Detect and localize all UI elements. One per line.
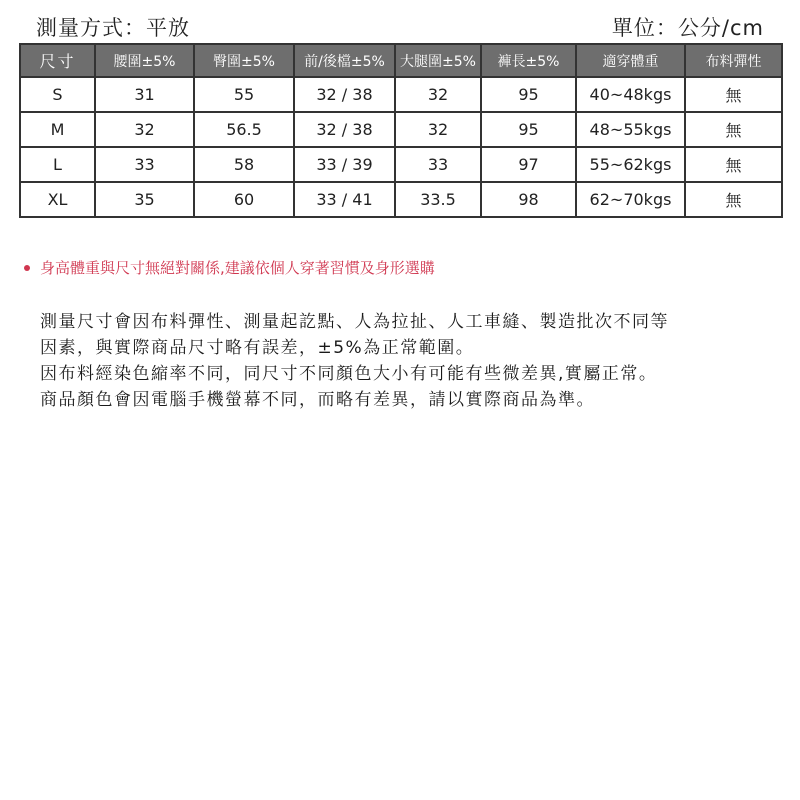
cell-hip: 58 [194,147,294,182]
measurement-method-title: 測量方式：平放 [36,16,190,40]
column-header-weight: 適穿體重 [576,44,685,77]
cell-size: L [20,147,95,182]
column-header-hip: 臀圍±5% [194,44,294,77]
cell-hip: 56.5 [194,112,294,147]
size-chart-table [19,43,783,218]
disclaimer-line: 測量尺寸會因布料彈性、測量起訖點、人為拉扯、人工車縫、製造批次不同等 [40,312,669,332]
fit-note-text: 身高體重與尺寸無絕對關係,建議依個人穿著習慣及身形選購 [40,259,435,277]
cell-length: 95 [481,77,576,112]
table-row [20,182,782,217]
cell-weight: 62~70kgs [576,182,685,217]
cell-rise: 32 / 38 [294,77,395,112]
cell-size: M [20,112,95,147]
cell-length: 95 [481,112,576,147]
cell-weight: 48~55kgs [576,112,685,147]
disclaimer-line: 因布料經染色縮率不同，同尺寸不同顏色大小有可能有些微差異,實屬正常。 [40,364,658,384]
cell-rise: 33 / 39 [294,147,395,182]
cell-waist: 32 [95,112,194,147]
disclaimer-line: 因素，與實際商品尺寸略有誤差，±5%為正常範圍。 [40,338,475,358]
column-header-waist: 腰圍±5% [95,44,194,77]
column-header-stretch: 布料彈性 [685,44,782,77]
table-row [20,77,782,112]
cell-waist: 35 [95,182,194,217]
column-header-rise: 前/後檔±5% [294,44,395,77]
disclaimer-line: 商品顏色會因電腦手機螢幕不同，而略有差異，請以實際商品為準。 [40,390,595,410]
cell-waist: 33 [95,147,194,182]
fit-note [24,257,435,278]
measurement-disclaimer [40,309,780,413]
column-header-length: 褲長±5% [481,44,576,77]
cell-hip: 55 [194,77,294,112]
table-header-row [20,44,782,77]
cell-length: 98 [481,182,576,217]
cell-thigh: 32 [395,112,481,147]
bullet-icon [24,265,30,271]
cell-stretch: 無 [685,112,782,147]
cell-size: S [20,77,95,112]
table-row [20,112,782,147]
cell-thigh: 32 [395,77,481,112]
table-row [20,147,782,182]
cell-length: 97 [481,147,576,182]
column-header-size: 尺寸 [20,44,95,77]
cell-rise: 33 / 41 [294,182,395,217]
cell-size: XL [20,182,95,217]
cell-stretch: 無 [685,147,782,182]
cell-stretch: 無 [685,182,782,217]
cell-thigh: 33.5 [395,182,481,217]
column-header-thigh: 大腿圍±5% [395,44,481,77]
cell-stretch: 無 [685,77,782,112]
cell-thigh: 33 [395,147,481,182]
cell-weight: 55~62kgs [576,147,685,182]
cell-hip: 60 [194,182,294,217]
cell-rise: 32 / 38 [294,112,395,147]
cell-weight: 40~48kgs [576,77,685,112]
unit-label: 單位：公分/cm [611,16,764,40]
cell-waist: 31 [95,77,194,112]
